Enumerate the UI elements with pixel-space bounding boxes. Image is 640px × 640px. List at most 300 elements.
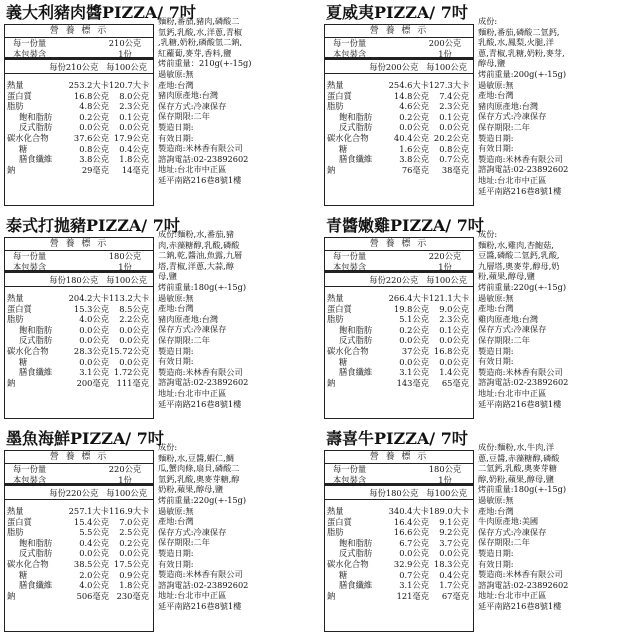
per-serving-value: 2.0公克 — [79, 569, 109, 580]
nutrient-row-protein — [5, 517, 153, 528]
nutrient-label: 蛋白質 — [7, 90, 32, 101]
nutrient-label: 膳食纖維 — [19, 580, 53, 591]
per-serving-value: 254.6大卡 — [388, 80, 429, 90]
nutrient-row-sat-fat — [325, 538, 473, 549]
per-serving-header: 每份180公克 — [369, 488, 419, 498]
info-line: 成份: — [478, 229, 498, 239]
nutrient-row-sodium — [325, 591, 473, 602]
per-100g-value: 65毫克 — [441, 377, 469, 388]
per-100g-value: 0.1公克 — [439, 111, 469, 122]
per-serving-value: 16.6公克 — [393, 527, 429, 538]
info-line: 有效日期: — [478, 356, 514, 367]
per-100g-value: 38毫克 — [441, 164, 469, 175]
nutrient-row-trans-fat — [5, 548, 153, 559]
info-line: 過敏原:無 — [478, 292, 514, 303]
nutrient-row-fiber — [325, 580, 473, 591]
per-100g-value: 1.8公克 — [119, 580, 149, 591]
per-100g-value: 1.7公克 — [439, 580, 469, 591]
nutrient-row-sat-fat — [5, 538, 153, 549]
servings-row — [5, 475, 153, 486]
nutrient-label: 熱量 — [327, 293, 344, 303]
nutrition-table — [4, 24, 154, 206]
info-line: 保存期限:二年 — [478, 334, 530, 345]
per-100g-value: 127.3大卡 — [429, 80, 470, 90]
info-line: 蔥,青椒,乳糖,奶粉,麥芽, — [478, 47, 565, 58]
per-serving-value: 3.1公克 — [399, 367, 429, 378]
per-serving-value: 266.4大卡 — [388, 293, 429, 303]
product-info-text — [158, 229, 318, 409]
per-100g-value: 0.0公克 — [119, 335, 149, 346]
info-line: 諮詢電話:02-23892602 — [478, 579, 569, 590]
info-line: 產地:台灣 — [478, 90, 514, 101]
info-line: 保存期限:二年 — [158, 111, 210, 122]
product-title: 壽喜牛PIZZA/ 7吋 — [326, 429, 468, 448]
per-100g-value: 0.0公克 — [119, 356, 149, 367]
nutrition-header: 營 養 標 示 — [325, 238, 473, 251]
nutrient-label: 脂肪 — [7, 527, 24, 538]
per-100g-value: 0.4公克 — [119, 143, 149, 154]
per-serving-value: 506毫克 — [76, 590, 109, 601]
per-100g-header: 每100公克 — [426, 275, 467, 285]
servings-value: 1份 — [118, 475, 132, 485]
per-serving-value: 200毫克 — [76, 377, 109, 388]
nutrient-row-fiber — [5, 154, 153, 165]
info-line: 延平南路216巷8號1樓 — [478, 185, 562, 196]
info-line: 諮詢電話:02-23892602 — [158, 377, 249, 388]
info-line: 地址:台北市中正區 — [158, 590, 227, 601]
nutrient-row-carbs — [5, 346, 153, 357]
per-serving-value: 4.6公克 — [399, 101, 429, 112]
info-line: 成份: — [158, 442, 178, 452]
servings-value: 1份 — [118, 262, 132, 272]
info-line: 過敏原:無 — [158, 68, 194, 79]
nutrient-label: 糖 — [19, 356, 28, 367]
servings-label: 本包裝含 — [333, 262, 367, 272]
per-100g-value: 2.3公克 — [119, 101, 149, 112]
per-100g-value: 0.9公克 — [119, 569, 149, 580]
nutrient-label: 碳水化合物 — [7, 132, 49, 143]
info-line: 延平南路216巷8號1樓 — [478, 398, 562, 409]
per-header-row — [5, 60, 153, 74]
info-line: 保存期限:二年 — [478, 537, 530, 548]
per-100g-value: 0.1公克 — [439, 324, 469, 335]
nutrient-row-sat-fat — [325, 325, 473, 336]
per-100g-value: 0.0公克 — [439, 548, 469, 559]
info-line: 延平南路216巷8號1樓 — [158, 600, 242, 611]
per-100g-value: 7.0公克 — [119, 516, 149, 527]
nutrient-row-calories — [5, 506, 153, 517]
nutrient-row-fiber — [325, 367, 473, 378]
info-line: 醇,奶粉,蘋果,醇母,鹽 — [478, 473, 554, 484]
nutrient-row-calories — [5, 80, 153, 91]
nutrient-row-fiber — [325, 154, 473, 165]
nutrient-label: 脂肪 — [327, 101, 344, 112]
nutrient-label: 反式脂肪 — [339, 335, 373, 346]
info-line: 製造日期: — [158, 547, 194, 558]
nutrient-row-fiber — [5, 367, 153, 378]
per-100g-value: 111毫克 — [116, 377, 149, 388]
per-serving-value: 28.3公克 — [73, 345, 109, 356]
per-100g-value: 1.8公克 — [119, 154, 149, 165]
info-line: 產地:台灣 — [158, 516, 194, 527]
info-line: 烤前重量：210g(+-15g) — [158, 58, 252, 69]
info-line: 地址:台北市中正區 — [158, 164, 227, 175]
nutrition-table — [324, 24, 474, 206]
nutrient-row-calories — [325, 80, 473, 91]
serving-size-value: 180公克 — [428, 464, 462, 474]
nutrient-row-sodium — [5, 165, 153, 176]
info-line: 過敏原:無 — [158, 505, 194, 516]
per-serving-header: 每份220公克 — [369, 275, 419, 285]
serving-size-row — [5, 38, 153, 49]
info-line: 氫鈣,乳酸,奧麥芽糖,醇 — [158, 473, 240, 484]
nutrient-label: 蛋白質 — [327, 303, 352, 314]
info-line: 產地:台灣 — [158, 79, 194, 90]
info-line: 麵粉,水,豆醬,蝦仁,鯛 — [158, 452, 234, 463]
per-serving-value: 3.1公克 — [79, 367, 109, 378]
nutrient-label: 脂肪 — [7, 314, 24, 325]
info-line: 保存方式:冷凍保存 — [158, 324, 227, 335]
product-label — [320, 213, 640, 426]
info-line: 製造日期: — [158, 345, 194, 356]
servings-label: 本包裝含 — [13, 262, 47, 272]
per-serving-value: 37公克 — [401, 345, 429, 356]
info-line: 製造日期: — [478, 345, 514, 356]
nutrient-label: 蛋白質 — [327, 90, 352, 101]
nutrient-label: 碳水化合物 — [327, 132, 369, 143]
per-serving-value: 0.0公克 — [79, 335, 109, 346]
serving-size-row — [325, 251, 473, 262]
per-serving-value: 0.4公克 — [79, 537, 109, 548]
nutrient-row-fat — [5, 527, 153, 538]
nutrient-label: 鈉 — [7, 590, 16, 601]
per-header-row — [325, 486, 473, 500]
info-line: 乳酸,水,鳳梨,火腿,洋 — [478, 37, 554, 48]
per-serving-value: 32.9公克 — [393, 558, 429, 569]
nutrient-label: 反式脂肪 — [19, 122, 53, 133]
info-line: 地址:台北市中正區 — [478, 387, 547, 398]
nutrient-row-calories — [325, 293, 473, 304]
info-line: 產地:台灣 — [158, 303, 194, 314]
per-100g-value: 0.7公克 — [439, 154, 469, 165]
per-serving-value: 0.0公克 — [399, 356, 429, 367]
per-serving-value: 29毫克 — [81, 164, 109, 175]
per-100g-value: 9.0公克 — [439, 303, 469, 314]
nutrient-label: 糖 — [339, 356, 348, 367]
nutrient-label: 蛋白質 — [327, 516, 352, 527]
per-header-row — [325, 273, 473, 287]
per-serving-value: 40.4公克 — [393, 132, 429, 143]
per-serving-value: 16.4公克 — [393, 516, 429, 527]
info-line: 延平南路216巷8號1樓 — [158, 398, 242, 409]
serving-size-value: 220公克 — [108, 464, 142, 474]
info-line: 有效日期: — [158, 356, 194, 367]
info-line: 成份: — [478, 16, 498, 26]
nutrition-header: 營 養 標 示 — [5, 238, 153, 251]
nutrient-row-sodium — [5, 378, 153, 389]
info-line: 過敏原:無 — [478, 494, 514, 505]
per-100g-value: 0.0公克 — [119, 324, 149, 335]
per-100g-value: 8.0公克 — [119, 90, 149, 101]
nutrient-row-carbs — [5, 559, 153, 570]
nutrient-label: 膳食纖維 — [339, 367, 373, 378]
nutrition-header: 營 養 標 示 — [5, 451, 153, 464]
nutrient-row-protein — [325, 517, 473, 528]
servings-value: 1份 — [118, 49, 132, 59]
per-serving-value: 0.0公克 — [399, 122, 429, 133]
info-line: 母,鹽 — [158, 271, 177, 282]
per-100g-value: 0.0公克 — [439, 122, 469, 133]
per-serving-value: 3.8公克 — [399, 154, 429, 165]
product-title: 墨魚海鮮PIZZA/ 7吋 — [6, 429, 164, 448]
serving-size-value: 220公克 — [428, 251, 462, 261]
per-serving-value: 4.8公克 — [79, 101, 109, 112]
product-title: 青醬嫩雞PIZZA/ 7吋 — [326, 216, 484, 235]
info-line: 保存期限:二年 — [478, 121, 530, 132]
per-100g-value: 0.0公克 — [119, 548, 149, 559]
product-label — [320, 0, 640, 213]
nutrient-row-carbs — [5, 133, 153, 144]
per-serving-value: 6.7公克 — [399, 537, 429, 548]
info-line: 氫鈣,乳酸,水,洋蔥,青椒 — [158, 26, 243, 37]
info-line: 製造商:米林香有限公司 — [158, 366, 243, 377]
info-line: 諮詢電話:02-23892602 — [478, 377, 569, 388]
per-serving-value: 0.0公克 — [399, 335, 429, 346]
servings-value: 1份 — [438, 49, 452, 59]
nutrient-label: 飽和脂肪 — [19, 537, 53, 548]
servings-label: 本包裝含 — [13, 475, 47, 485]
product-info-text — [478, 229, 638, 409]
nutrient-label: 飽和脂肪 — [339, 537, 373, 548]
info-line: 製造商:米林香有限公司 — [158, 143, 243, 154]
info-line: 保存期限:二年 — [158, 537, 210, 548]
per-serving-value: 0.0公克 — [399, 548, 429, 559]
per-100g-value: 121.1大卡 — [429, 293, 470, 303]
per-100g-value: 8.5公克 — [119, 303, 149, 314]
per-serving-value: 0.2公克 — [79, 111, 109, 122]
per-serving-value: 4.0公克 — [79, 580, 109, 591]
nutrient-row-sugar — [325, 357, 473, 368]
per-100g-value: 16.8公克 — [433, 345, 469, 356]
per-serving-value: 143毫克 — [396, 377, 429, 388]
product-label — [0, 426, 320, 639]
nutrient-label: 蛋白質 — [7, 303, 32, 314]
info-line: 有效日期: — [158, 132, 194, 143]
nutrient-row-trans-fat — [5, 122, 153, 133]
per-100g-value: 15.72公克 — [109, 345, 150, 356]
nutrient-label: 蛋白質 — [7, 516, 32, 527]
per-serving-value: 0.0公克 — [79, 356, 109, 367]
info-line: 豆醬,磷酸二氫鈣,乳酸, — [478, 250, 560, 261]
per-100g-header: 每100公克 — [106, 62, 147, 72]
info-line: 麵粉,番茄,磷酸二氫鈣, — [478, 26, 560, 37]
nutrient-label: 鈉 — [327, 377, 336, 388]
info-line: 成份:麵粉,水,番茄,豬 — [158, 229, 235, 239]
nutrient-row-sugar — [5, 357, 153, 368]
nutrient-label: 反式脂肪 — [339, 122, 373, 133]
nutrient-row-calories — [5, 293, 153, 304]
info-line: 製造日期: — [478, 132, 514, 143]
nutrition-table — [4, 237, 154, 419]
per-100g-header: 每100公克 — [426, 488, 467, 498]
nutrient-row-trans-fat — [325, 122, 473, 133]
info-line: 麵粉,水,雞肉,杏鮑菇, — [478, 239, 554, 250]
info-line: 製造商:米林香有限公司 — [478, 366, 563, 377]
serving-size-label: 每一份量 — [13, 251, 47, 261]
servings-value: 1份 — [438, 262, 452, 272]
nutrient-row-calories — [325, 506, 473, 517]
product-title: 義大利豬肉醬PIZZA/ 7吋 — [6, 3, 196, 22]
per-100g-value: 0.1公克 — [119, 111, 149, 122]
info-line: 產地:台灣 — [478, 505, 514, 516]
per-serving-value: 121毫克 — [396, 590, 429, 601]
per-100g-value: 7.4公克 — [439, 90, 469, 101]
info-line: 有效日期: — [158, 558, 194, 569]
info-line: 地址:台北市中正區 — [478, 174, 547, 185]
nutrient-label: 脂肪 — [327, 314, 344, 325]
per-100g-value: 0.0公克 — [439, 335, 469, 346]
info-line: 保存方式:冷凍保存 — [478, 526, 547, 537]
nutrition-table — [324, 450, 474, 632]
per-100g-value: 0.8公克 — [439, 143, 469, 154]
servings-value: 1份 — [438, 475, 452, 485]
nutrient-row-trans-fat — [5, 335, 153, 346]
per-100g-value: 0.4公克 — [439, 569, 469, 580]
per-100g-value: 18.3公克 — [433, 558, 469, 569]
per-serving-value: 0.0公克 — [79, 324, 109, 335]
per-serving-value: 340.4大卡 — [388, 506, 429, 516]
info-line: 二氫鈣,乳酸,奧麥芽糖 — [478, 463, 557, 474]
per-100g-value: 2.5公克 — [119, 527, 149, 538]
per-header-row — [5, 273, 153, 287]
nutrient-label: 碳水化合物 — [327, 558, 369, 569]
nutrient-row-fat — [325, 314, 473, 325]
nutrition-header: 營 養 標 示 — [325, 451, 473, 464]
nutrient-label: 脂肪 — [7, 101, 24, 112]
nutrient-label: 熱量 — [7, 293, 24, 303]
info-line: 製造商:米林香有限公司 — [478, 569, 563, 580]
per-serving-value: 76毫克 — [401, 164, 429, 175]
per-100g-value: 230毫克 — [116, 590, 149, 601]
per-100g-value: 0.2公克 — [119, 537, 149, 548]
product-info-text — [158, 16, 318, 186]
info-line: 製造商:米林香有限公司 — [158, 569, 243, 580]
nutrient-row-protein — [325, 91, 473, 102]
per-100g-value: 20.2公克 — [433, 132, 469, 143]
product-label — [0, 213, 320, 426]
servings-row — [5, 262, 153, 273]
info-line: 麵粉,番茄,豬肉,磷酸二 — [158, 16, 240, 26]
nutrient-label: 膳食纖維 — [339, 580, 373, 591]
info-line: 延平南路216巷8號1樓 — [158, 174, 242, 185]
nutrient-row-sugar — [325, 570, 473, 581]
nutrient-label: 糖 — [19, 143, 28, 154]
nutrient-row-carbs — [325, 346, 473, 357]
per-serving-value: 204.2大卡 — [68, 293, 109, 303]
info-line: 豬肉原產地:台灣 — [158, 313, 219, 324]
per-serving-value: 19.8公克 — [393, 303, 429, 314]
per-100g-value: 116.9大卡 — [109, 506, 150, 516]
per-100g-value: 0.0公克 — [439, 356, 469, 367]
per-100g-value: 17.5公克 — [113, 558, 149, 569]
nutrient-row-trans-fat — [325, 548, 473, 559]
per-100g-header: 每100公克 — [106, 275, 147, 285]
serving-size-label: 每一份量 — [13, 38, 47, 48]
per-100g-value: 1.4公克 — [439, 367, 469, 378]
info-line: 瓜,蟹肉條,扇貝,磷酸二 — [158, 463, 240, 474]
info-line: 保存方式:冷凍保存 — [478, 111, 547, 122]
info-line: 諮詢電話:02-23892602 — [158, 153, 249, 164]
nutrient-label: 膳食纖維 — [19, 154, 53, 165]
nutrient-label: 糖 — [339, 143, 348, 154]
info-line: 地址:台北市中正區 — [158, 387, 227, 398]
nutrient-label: 飽和脂肪 — [339, 324, 373, 335]
info-line: 牛肉原產地:美國 — [478, 516, 539, 527]
serving-size-row — [325, 38, 473, 49]
per-100g-value: 9.1公克 — [439, 516, 469, 527]
nutrient-label: 糖 — [339, 569, 348, 580]
nutrient-label: 反式脂肪 — [19, 335, 53, 346]
per-serving-value: 15.4公克 — [73, 516, 109, 527]
per-100g-header: 每100公克 — [426, 62, 467, 72]
info-line: 過敏原:無 — [478, 79, 514, 90]
nutrient-row-sodium — [5, 591, 153, 602]
info-line: 蔥,豆醬,赤藻糖醇,磷酸 — [478, 452, 560, 463]
nutrient-row-carbs — [325, 133, 473, 144]
nutrient-row-protein — [325, 304, 473, 315]
nutrition-table — [324, 237, 474, 419]
info-line: 奶粉,蘋果,醇母,鹽 — [158, 484, 224, 495]
per-serving-value: 0.0公克 — [79, 548, 109, 559]
servings-row — [325, 262, 473, 273]
info-line: 烤前重量:220g(+-15g) — [478, 281, 567, 292]
serving-size-row — [5, 251, 153, 262]
per-100g-value: 67毫克 — [441, 590, 469, 601]
per-serving-value: 15.3公克 — [73, 303, 109, 314]
nutrient-row-protein — [5, 91, 153, 102]
nutrient-label: 碳水化合物 — [7, 345, 49, 356]
info-line: 保存方式:冷凍保存 — [478, 324, 547, 335]
nutrient-row-sat-fat — [325, 112, 473, 123]
info-line: 諮詢電話:02-23892602 — [478, 164, 569, 175]
servings-row — [325, 49, 473, 60]
nutrient-row-fat — [325, 527, 473, 538]
product-info-text — [478, 16, 638, 196]
info-line: ,乳糖,奶粉,磷酸氫二鈉, — [158, 37, 243, 48]
per-serving-header: 每份180公克 — [49, 275, 99, 285]
product-info-text — [158, 442, 318, 612]
info-line: 烤前重量:180g(+-15g) — [478, 484, 567, 495]
per-serving-value: 14.8公克 — [393, 90, 429, 101]
product-title: 夏威夷PIZZA/ 7吋 — [326, 3, 468, 22]
info-line: 豬肉原產地:台灣 — [478, 100, 539, 111]
nutrient-label: 熱量 — [7, 506, 24, 516]
nutrition-table — [4, 450, 154, 632]
servings-row — [325, 475, 473, 486]
serving-size-label: 每一份量 — [333, 38, 367, 48]
per-header-row — [5, 486, 153, 500]
nutrition-header: 營 養 標 示 — [5, 25, 153, 38]
per-100g-value: 120.7大卡 — [109, 80, 150, 90]
nutrient-label: 鈉 — [327, 590, 336, 601]
info-line: 保存期限:二年 — [158, 334, 210, 345]
per-serving-value: 5.1公克 — [399, 314, 429, 325]
per-100g-value: 189.0大卡 — [429, 506, 470, 516]
info-line: 成份:麵粉,水,牛肉,洋 — [478, 442, 555, 452]
nutrient-row-sat-fat — [5, 112, 153, 123]
per-serving-value: 5.5公克 — [79, 527, 109, 538]
per-serving-value: 253.2大卡 — [68, 80, 109, 90]
